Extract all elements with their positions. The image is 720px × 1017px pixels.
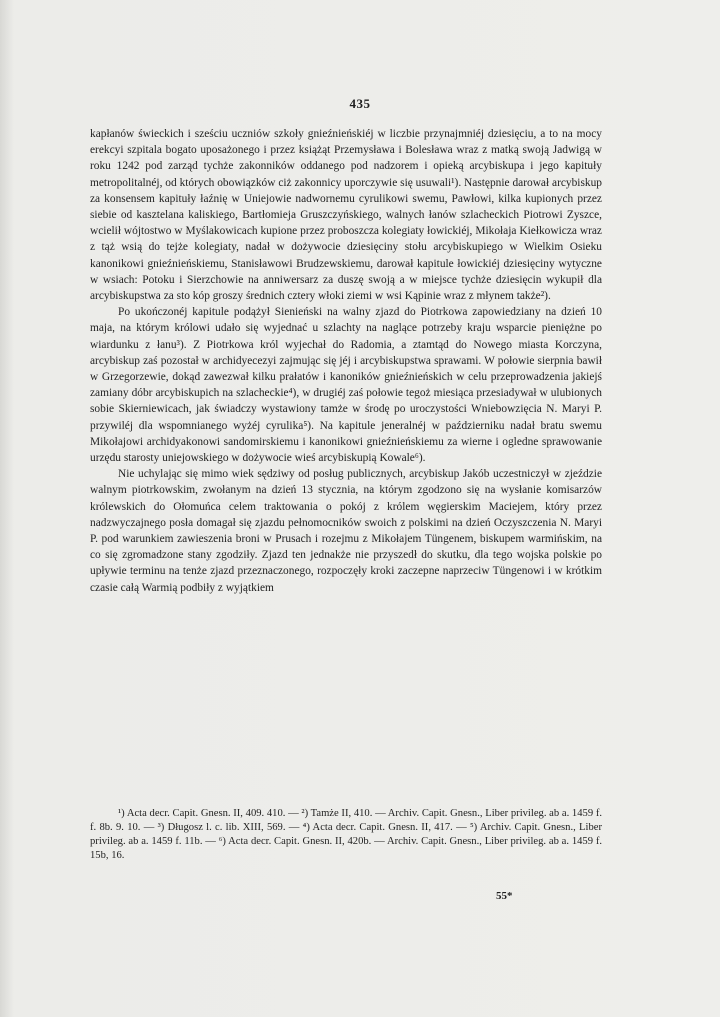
body-text [90, 126, 602, 596]
printer-signature: 55* [496, 890, 513, 902]
page-number: 435 [349, 96, 371, 111]
paragraph-2: Po ukończonéj kapitule podążył Sienieński na walny zjazd do Piotrkowa zapowiedziany na dzień 10 maja, na którym królowi udało się wyjednać u szlachty na naglące potrzeby kraju wsparcie pieniężne po wiardunku z łanu³). Z Piotrkowa król wyjechał do Radomia, a ztamtąd do Nowego miasta Korczyna, arcybiskup zaś pozostał w archidyecezyi zajmując się jéj i arcybiskupstwa sprawami. W połowie sierpnia bawił w Grzegorzewie, dokąd zawezwał kilku prałatów i kanoników gnieźnieńskich w celu przeprowadzenia jakiejś zamiany dóbr arcybiskupich na szlacheckie⁴), w drugiéj zaś połowie tegoż miesiąca przesiadywał w ulubionych sobie Skierniewicach, jak świadczy wystawiony tamże w środę po uroczystości Wniebowzięcia N. Maryi P. przywiléj dla wspomnianego wyżéj cyrulika⁵). Na kapitule jeneralnéj w październiku nadał bratu swemu Mikołajowi archidyakonowi sandomirskiemu i kanonikowi gnieźnieńskiemu za wierne i ogledne sprawowanie urzędu starosty uniejowskiego w dożywocie wieś arcybiskupią Kowale⁶). [90, 306, 602, 465]
paragraph-1: kapłanów świeckich i sześciu uczniów szkoły gnieźnieńskiéj w liczbie przynajmniéj dziesięciu, a to na mocy erekcyi szpitala bogato uposażonego i przez książąt Przemysława i Bolesława wraz z matką swoją Jadwigą w roku 1242 pod zarząd tychże zakonników oddanego pod nadzorem i opieką arcybiskupa i jego kapituły metropolitalnéj, od których obowiązków ciż zakonnicy uporczywie się usuwali¹). Następnie darował arcybiskup za konsensem kapituły łaźnię w Uniejowie nadwornemu cyrulikowi swemu, Pawłowi, kilka kupionych przez siebie od kasztelana kaliskiego, Bartłomieja Gruszczyńskiego, walnych łanów szlacheckich Piotrowi Zyszce, wcielił wójtostwo w Myślakowicach kupione przez proboszcza kolegiaty łowickiéj, Mikołaja Kiełkowicza wraz z tąż wsią do tejże kolegiaty, nadał w dożywocie dziesięciny stołu arcybiskupiego w Wielkim Osieku kanonikowi gnieźnieńskiemu, Stanisławowi Brudzewskiemu, darował kapitule łowickiéj dziesięciny wytyczne w wsiach: Potoku i Sierzchowie na anniwersarz za duszę swoją a w miejsce tychże dziesięcin wykupił dla arcybiskupstwa za sto kóp groszy średnich cztery włoki ziemi w wsi Kąpinie wraz z młynem także²). [90, 128, 602, 303]
paragraph-3: Nie uchylając się mimo wiek sędziwy od posług publicznych, arcybiskup Jakób uczestniczył w zjeździe walnym piotrkowskim, zwołanym na dzień 13 stycznia, na którym zgodzono się na wysłanie komisarzów królewskich do Ołomuńca celem traktowania o pokój z królem węgierskim Maciejem, który przez nadzwyczajnego posła domagał się zjazdu pełnomocników swoich z polskimi na dzień Oczyszczenia N. Maryi P. pod warunkiem zawieszenia broni w Prusach i rozejmu z Mikołajem Tüngenem, biskupem warmińskim, na co się zgromadzone stany zgodziły. Zjazd ten jednakże nie przyszedł do skutku, dla tego wojska polskie po upływie terminu na tenże zjazd przeznaczonego, rozpoczęły kroki zaczepne naprzeciw Tüngenowi i w krótkim czasie całą Warmią podbiły z wyjątkiem [90, 468, 602, 594]
footnotes [90, 807, 602, 863]
footnote-text: ¹) Acta decr. Capit. Gnesn. II, 409. 410. — ²) Tamże II, 410. — Archiv. Capit. Gnesn., Liber privileg. ab a. 1459 f. f. 8b. 9. 10. — ³) Długosz l. c. lib. XIII, 569. — ⁴) Acta decr. Capit. Gnesn. II, 417. — ⁵) Archiv. Capit. Gnesn., Liber privileg. ab a. 1459 f. 11b. — ⁶) Acta decr. Capit. Gnesn. II, 420b. — Archiv. Capit. Gnesn., Liber privileg. ab a. 1459 f. 15b, 16. [90, 808, 602, 861]
